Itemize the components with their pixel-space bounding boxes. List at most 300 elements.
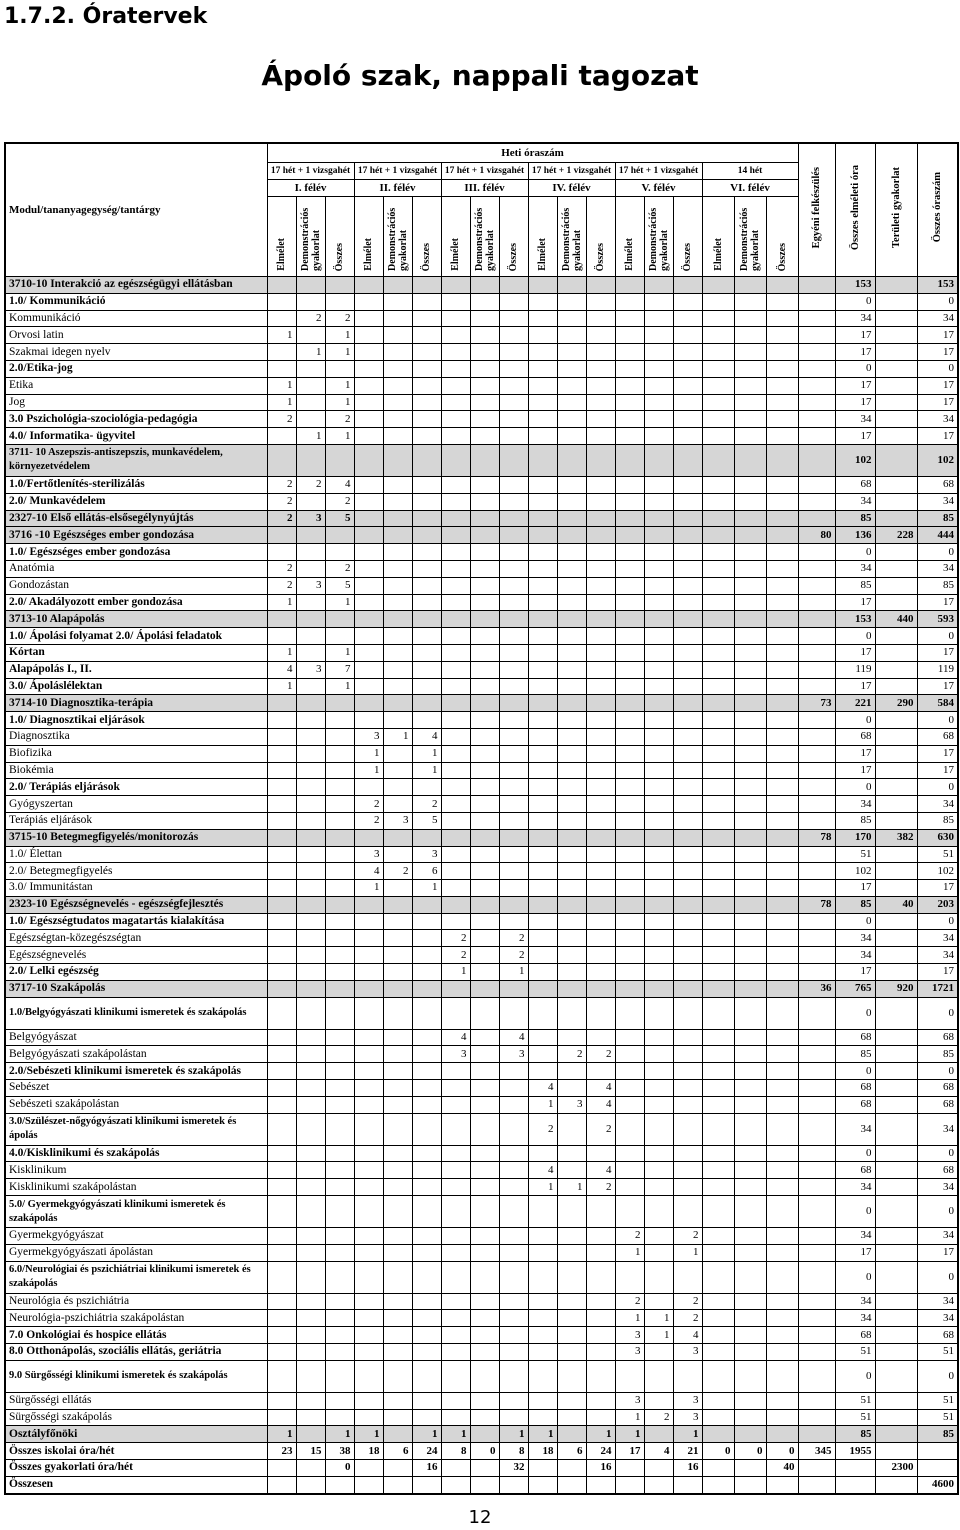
semester-hours-cell [673, 1476, 702, 1493]
sub-column-header: Demonstrációs gyakorlat [470, 197, 499, 277]
semester-hours-cell [557, 1063, 586, 1080]
semester-hours-cell [702, 577, 734, 594]
semester-hours-cell: 1 [644, 1310, 673, 1327]
semester-hours-cell [557, 980, 586, 997]
semester-hours-cell [702, 695, 734, 712]
semester-hours-cell [557, 1460, 586, 1477]
semester-hours-cell [644, 1162, 673, 1179]
semester-hours-cell [267, 1392, 296, 1409]
semester-hours-cell [296, 695, 325, 712]
semester-hours-cell [702, 644, 734, 661]
semester-hours-cell [267, 980, 296, 997]
semester-hours-cell [615, 1179, 644, 1196]
semester-hours-cell [673, 344, 702, 361]
semester-hours-cell [615, 476, 644, 493]
summary-hours-cell [798, 1046, 835, 1063]
semester-hours-cell [325, 293, 354, 310]
summary-hours-cell [875, 1344, 917, 1361]
semester-hours-cell [557, 779, 586, 796]
semester-hours-cell [557, 310, 586, 327]
summary-hours-cell [875, 779, 917, 796]
semester-hours-cell: 3 [412, 846, 441, 863]
semester-hours-cell [325, 628, 354, 645]
summary-hours-cell: 34 [835, 1293, 875, 1310]
semester-hours-cell: 2 [412, 796, 441, 813]
semester-hours-cell [528, 594, 557, 611]
semester-hours-cell [354, 1196, 383, 1228]
semester-hours-cell [441, 1080, 470, 1097]
semester-hours-cell [325, 896, 354, 913]
row-label: 1.0/ Élettan [5, 846, 267, 863]
semester-hours-cell [615, 678, 644, 695]
summary-hours-cell: 85 [835, 1046, 875, 1063]
semester-hours-cell [325, 1310, 354, 1327]
semester-hours-cell [528, 728, 557, 745]
semester-hours-cell [586, 1196, 615, 1228]
semester-hours-cell [296, 611, 325, 628]
semester-hours-cell [673, 644, 702, 661]
semester-hours-cell [673, 1029, 702, 1046]
semester-hours-cell [615, 411, 644, 428]
semester-hours-cell [296, 1096, 325, 1113]
semester-hours-cell [586, 1360, 615, 1392]
semester-hours-cell [441, 880, 470, 897]
semester-hours-cell [296, 1046, 325, 1063]
semester-hours-cell: 1 [354, 762, 383, 779]
summary-hours-cell: 102 [917, 863, 958, 880]
semester-hours-cell [702, 1113, 734, 1145]
semester-hours-cell [673, 947, 702, 964]
semester-hours-cell [734, 493, 766, 510]
semester-hours-cell [644, 527, 673, 544]
semester-hours-cell [383, 377, 412, 394]
semester-hours-cell: 3 [383, 812, 412, 829]
semester-hours-cell [412, 1145, 441, 1162]
semester-hours-cell [470, 377, 499, 394]
semester-hours-cell [325, 796, 354, 813]
summary-hours-cell: 68 [835, 1327, 875, 1344]
semester-hours-cell [354, 1244, 383, 1261]
semester-hours-cell [383, 1145, 412, 1162]
summary-hours-cell: 68 [835, 1029, 875, 1046]
semester-hours-cell [499, 812, 528, 829]
semester-hours-cell: 4 [586, 1162, 615, 1179]
table-row [5, 377, 958, 394]
semester-hours-cell [354, 577, 383, 594]
semester-hours-cell: 16 [586, 1460, 615, 1477]
row-label: Belgyógyászat [5, 1029, 267, 1046]
side-header-total-theory: Összes elméleti óra [835, 143, 875, 277]
semester-hours-cell [470, 527, 499, 544]
semester-hours-cell [383, 327, 412, 344]
semester-hours-cell [734, 1360, 766, 1392]
summary-hours-cell: 85 [835, 577, 875, 594]
summary-hours-cell [798, 728, 835, 745]
semester-hours-cell [441, 1392, 470, 1409]
semester-hours-cell [702, 1476, 734, 1493]
summary-hours-cell [798, 930, 835, 947]
semester-hours-cell [383, 1460, 412, 1477]
semester-hours-cell [412, 476, 441, 493]
semester-hours-cell [499, 762, 528, 779]
semester-hours-cell [734, 1113, 766, 1145]
semester-hours-cell: 1 [325, 344, 354, 361]
summary-hours-cell: 221 [835, 695, 875, 712]
semester-hours-cell [441, 1063, 470, 1080]
semester-hours-cell [267, 1080, 296, 1097]
semester-hours-cell [766, 1310, 798, 1327]
semester-hours-cell [644, 493, 673, 510]
semester-hours-cell [528, 947, 557, 964]
table-row [5, 394, 958, 411]
week-label: 17 hét + 1 vizsgahét [528, 163, 615, 180]
semester-hours-cell [296, 628, 325, 645]
semester-hours-cell [383, 980, 412, 997]
summary-hours-cell: 17 [917, 377, 958, 394]
summary-hours-cell [875, 493, 917, 510]
semester-hours-cell [557, 812, 586, 829]
semester-hours-cell [383, 1344, 412, 1361]
summary-hours-cell: 0 [917, 293, 958, 310]
semester-hours-cell [354, 779, 383, 796]
semester-hours-cell [441, 344, 470, 361]
summary-hours-cell [798, 1360, 835, 1392]
side-header-field-practice: Területi gyakorlat [875, 143, 917, 277]
semester-hours-cell [702, 779, 734, 796]
semester-label: II. félév [354, 180, 441, 197]
semester-hours-cell [673, 428, 702, 445]
semester-hours-cell [586, 964, 615, 981]
semester-hours-cell [441, 628, 470, 645]
summary-hours-cell: 228 [875, 527, 917, 544]
summary-hours-cell [798, 444, 835, 476]
semester-hours-cell [441, 476, 470, 493]
semester-hours-cell [528, 310, 557, 327]
semester-hours-cell [702, 1460, 734, 1477]
semester-hours-cell [441, 863, 470, 880]
semester-hours-cell [557, 1409, 586, 1426]
table-row [5, 293, 958, 310]
semester-hours-cell: 2 [441, 930, 470, 947]
semester-hours-cell [325, 1344, 354, 1361]
summary-hours-cell [798, 796, 835, 813]
semester-hours-cell [354, 1327, 383, 1344]
semester-hours-cell [441, 712, 470, 729]
row-label: Kisklinikumi szakápolástan [5, 1179, 267, 1196]
semester-hours-cell [383, 829, 412, 846]
semester-hours-cell [644, 544, 673, 561]
semester-hours-cell [673, 863, 702, 880]
semester-hours-cell [267, 1360, 296, 1392]
semester-hours-cell [702, 846, 734, 863]
semester-hours-cell: 5 [325, 577, 354, 594]
summary-hours-cell: 34 [835, 310, 875, 327]
semester-hours-cell: 1 [528, 1096, 557, 1113]
semester-hours-cell [702, 611, 734, 628]
summary-hours-cell: 51 [917, 1392, 958, 1409]
semester-hours-cell [734, 310, 766, 327]
semester-hours-cell [528, 762, 557, 779]
semester-hours-cell: 2 [383, 863, 412, 880]
semester-hours-cell [354, 444, 383, 476]
semester-hours-cell [766, 947, 798, 964]
sub-column-header: Összes [766, 197, 798, 277]
summary-hours-cell [798, 913, 835, 930]
semester-hours-cell [702, 476, 734, 493]
semester-hours-cell [383, 1046, 412, 1063]
semester-hours-cell [499, 712, 528, 729]
table-row [5, 1261, 958, 1293]
summary-hours-cell [798, 1063, 835, 1080]
semester-hours-cell [383, 762, 412, 779]
semester-hours-cell [412, 628, 441, 645]
semester-hours-cell [557, 510, 586, 527]
summary-hours-cell [875, 1409, 917, 1426]
semester-hours-cell: 1 [412, 1426, 441, 1443]
semester-hours-cell [325, 779, 354, 796]
row-label: Sürgősségi ellátás [5, 1392, 267, 1409]
semester-hours-cell [528, 796, 557, 813]
semester-hours-cell [470, 947, 499, 964]
semester-hours-cell [441, 1228, 470, 1245]
semester-hours-cell [734, 762, 766, 779]
summary-hours-cell [798, 846, 835, 863]
table-row [5, 1426, 958, 1443]
summary-hours-cell [875, 394, 917, 411]
semester-hours-cell [412, 1162, 441, 1179]
semester-hours-cell [296, 913, 325, 930]
summary-hours-cell [875, 947, 917, 964]
semester-hours-cell [441, 428, 470, 445]
semester-hours-cell: 2 [586, 1046, 615, 1063]
semester-hours-cell [557, 678, 586, 695]
semester-hours-cell [586, 428, 615, 445]
semester-hours-cell [586, 762, 615, 779]
semester-hours-cell [644, 1046, 673, 1063]
semester-hours-cell [615, 644, 644, 661]
summary-hours-cell [798, 560, 835, 577]
semester-hours-cell [766, 344, 798, 361]
summary-hours-cell: 0 [835, 712, 875, 729]
semester-hours-cell [296, 1327, 325, 1344]
semester-hours-cell [499, 1080, 528, 1097]
row-label: 4.0/ Informatika- ügyvitel [5, 428, 267, 445]
semester-hours-cell [470, 1476, 499, 1493]
semester-hours-cell [673, 980, 702, 997]
sub-column-header: Összes [325, 197, 354, 277]
summary-hours-cell: 73 [798, 695, 835, 712]
side-header-total-hours: Összes óraszám [917, 143, 958, 277]
semester-hours-cell [441, 644, 470, 661]
semester-hours-cell [499, 377, 528, 394]
row-label: Terápiás eljárások [5, 812, 267, 829]
semester-hours-cell [296, 1145, 325, 1162]
semester-hours-cell [325, 1261, 354, 1293]
summary-hours-cell [798, 1409, 835, 1426]
semester-hours-cell [499, 510, 528, 527]
semester-hours-cell [325, 1476, 354, 1493]
semester-hours-cell [673, 1360, 702, 1392]
semester-hours-cell: 32 [499, 1460, 528, 1477]
semester-hours-cell [734, 1179, 766, 1196]
semester-hours-cell [557, 527, 586, 544]
semester-hours-cell: 1 [354, 745, 383, 762]
row-label: 9.0 Sürgősségi klinikumi ismeretek és szakápolás [5, 1360, 267, 1392]
semester-hours-cell [557, 796, 586, 813]
semester-hours-cell [673, 277, 702, 294]
semester-hours-cell [354, 896, 383, 913]
summary-hours-cell: 17 [835, 644, 875, 661]
summary-hours-cell [798, 293, 835, 310]
semester-hours-cell [383, 310, 412, 327]
semester-hours-cell [528, 1476, 557, 1493]
row-label: 8.0 Otthonápolás, szociális ellátás, geriátria [5, 1344, 267, 1361]
semester-hours-cell [470, 913, 499, 930]
semester-hours-cell [296, 293, 325, 310]
semester-hours-cell [267, 1179, 296, 1196]
row-label: Biokémia [5, 762, 267, 779]
semester-hours-cell [383, 394, 412, 411]
week-label: 17 hét + 1 vizsgahét [354, 163, 441, 180]
semester-hours-cell [412, 997, 441, 1029]
summary-hours-cell: 0 [835, 628, 875, 645]
table-row [5, 277, 958, 294]
semester-hours-cell [702, 896, 734, 913]
summary-hours-cell [875, 930, 917, 947]
row-label: 3.0 Pszichológia-szociológia-pedagógia [5, 411, 267, 428]
semester-hours-cell [470, 1228, 499, 1245]
semester-hours-cell [325, 1145, 354, 1162]
semester-hours-cell [354, 1261, 383, 1293]
summary-hours-cell: 51 [835, 1409, 875, 1426]
summary-hours-cell: 102 [835, 863, 875, 880]
semester-hours-cell [267, 1409, 296, 1426]
semester-label: VI. félév [702, 180, 798, 197]
semester-label: V. félév [615, 180, 702, 197]
table-row [5, 1080, 958, 1097]
semester-hours-cell [325, 1409, 354, 1426]
table-row [5, 1293, 958, 1310]
summary-hours-cell [798, 544, 835, 561]
row-label: Kisklinikum [5, 1162, 267, 1179]
semester-hours-cell [673, 913, 702, 930]
semester-hours-cell: 24 [412, 1443, 441, 1460]
semester-hours-cell [470, 1096, 499, 1113]
semester-hours-cell: 16 [412, 1460, 441, 1477]
semester-hours-cell [470, 930, 499, 947]
semester-hours-cell [557, 997, 586, 1029]
semester-hours-cell [528, 293, 557, 310]
semester-hours-cell [470, 762, 499, 779]
summary-hours-cell: 34 [835, 930, 875, 947]
semester-hours-cell [528, 745, 557, 762]
semester-hours-cell [528, 712, 557, 729]
semester-hours-cell: 1 [267, 594, 296, 611]
curriculum-body [5, 277, 958, 1494]
summary-hours-cell: 34 [835, 493, 875, 510]
semester-hours-cell [441, 1096, 470, 1113]
summary-hours-cell [875, 544, 917, 561]
semester-hours-cell [267, 1196, 296, 1228]
summary-hours-cell [798, 762, 835, 779]
semester-hours-cell [296, 678, 325, 695]
semester-hours-cell [702, 829, 734, 846]
semester-hours-cell [528, 1196, 557, 1228]
summary-hours-cell [917, 1443, 958, 1460]
semester-hours-cell [383, 1113, 412, 1145]
semester-hours-cell [354, 1179, 383, 1196]
semester-hours-cell [470, 1113, 499, 1145]
table-row [5, 728, 958, 745]
semester-hours-cell [673, 544, 702, 561]
semester-hours-cell [412, 611, 441, 628]
semester-hours-cell [499, 880, 528, 897]
semester-hours-cell [354, 1096, 383, 1113]
semester-hours-cell [644, 1029, 673, 1046]
sub-column-header: Összes [412, 197, 441, 277]
semester-hours-cell: 4 [528, 1080, 557, 1097]
summary-hours-cell: 584 [917, 695, 958, 712]
semester-hours-cell [734, 1063, 766, 1080]
semester-hours-cell [412, 964, 441, 981]
summary-hours-cell: 444 [917, 527, 958, 544]
summary-hours-cell [875, 377, 917, 394]
semester-hours-cell [441, 394, 470, 411]
semester-hours-cell [325, 997, 354, 1029]
semester-hours-cell: 1 [325, 394, 354, 411]
table-row [5, 1046, 958, 1063]
semester-hours-cell [325, 812, 354, 829]
semester-hours-cell [325, 695, 354, 712]
semester-hours-cell [441, 695, 470, 712]
semester-hours-cell [766, 796, 798, 813]
semester-hours-cell [734, 377, 766, 394]
semester-hours-cell [586, 1409, 615, 1426]
semester-hours-cell [267, 829, 296, 846]
semester-hours-cell [766, 1426, 798, 1443]
semester-hours-cell [470, 476, 499, 493]
semester-hours-cell [734, 1409, 766, 1426]
semester-hours-cell [441, 1327, 470, 1344]
semester-hours-cell [557, 728, 586, 745]
semester-hours-cell [412, 1310, 441, 1327]
summary-hours-cell: 34 [917, 930, 958, 947]
semester-hours-cell [766, 1327, 798, 1344]
semester-hours-cell [441, 1344, 470, 1361]
summary-hours-cell [875, 428, 917, 445]
table-row [5, 964, 958, 981]
semester-hours-cell [586, 1310, 615, 1327]
semester-hours-cell: 17 [615, 1443, 644, 1460]
summary-hours-cell [798, 661, 835, 678]
semester-hours-cell [296, 762, 325, 779]
summary-hours-cell: 4600 [917, 1476, 958, 1493]
semester-hours-cell [412, 1080, 441, 1097]
semester-hours-cell [354, 611, 383, 628]
semester-hours-cell [383, 344, 412, 361]
semester-hours-cell [470, 394, 499, 411]
summary-hours-cell: 0 [917, 1145, 958, 1162]
semester-hours-cell: 2 [325, 560, 354, 577]
row-label: Gyógyszertan [5, 796, 267, 813]
summary-hours-cell [798, 947, 835, 964]
semester-hours-cell: 2 [325, 411, 354, 428]
semester-hours-cell [673, 779, 702, 796]
semester-hours-cell [702, 493, 734, 510]
semester-hours-cell: 4 [644, 1443, 673, 1460]
semester-hours-cell [557, 476, 586, 493]
semester-hours-cell: 4 [586, 1096, 615, 1113]
